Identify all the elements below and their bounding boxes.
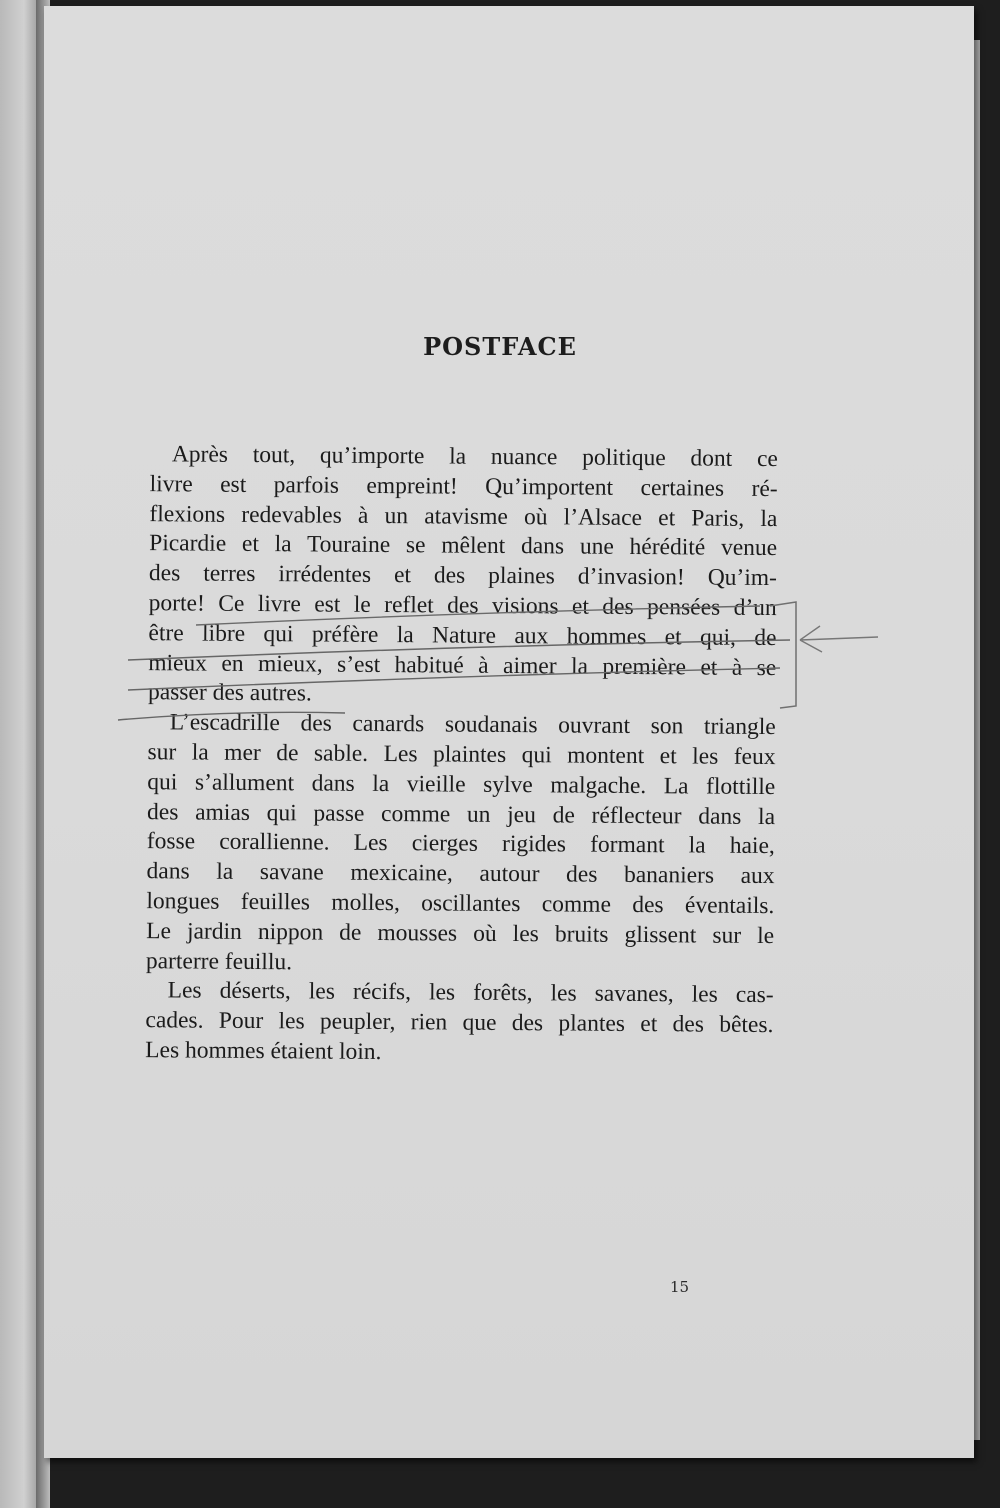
text-line: être libre qui préfère la Nature aux hommes et qui, de <box>148 619 777 651</box>
text-line: fosse corallienne. Les cierges rigides formant la haie, <box>146 828 775 860</box>
text-line: des amias qui passe comme un jeu de réflecteur dans la <box>146 798 776 830</box>
text-line: des terres irrédentes et des plaines d’invasion! Qu’im- <box>148 560 778 592</box>
text-line: mieux en mieux, s’est habitué à aimer la première et à se <box>148 649 777 681</box>
text-line: flexions redevables à un atavisme où l’Alsace et Paris, la <box>149 500 778 532</box>
text-line: L’escadrille des canards soudanais ouvrant son triangle <box>169 709 776 741</box>
text-line: livre est parfois empreint! Qu’importent certaines ré- <box>149 470 778 502</box>
text-line: passer des autres. <box>147 679 312 707</box>
text-line: dans la savane mexicaine, autour des bananiers aux <box>146 858 775 890</box>
text-line: longues feuilles molles, oscillantes comme des éventails. <box>146 888 775 920</box>
text-line: parterre feuillu. <box>145 947 293 975</box>
text-line: qui s’allument dans la vieille sylve malgache. La flottille <box>147 768 776 800</box>
body-text <box>123 440 778 1071</box>
text-line: porte! Ce livre est le reflet des visions et des pensées d’un <box>148 590 777 622</box>
paragraph-3 <box>123 976 774 1070</box>
text-line: sur la mer de sable. Les plaintes qui montent et les feux <box>147 739 776 771</box>
text-line: Après tout, qu’importe la nuance politique dont ce <box>171 441 778 473</box>
text-line: Le jardin nippon de mousses où les bruits glissent sur le <box>146 917 775 949</box>
text-line: Picardie et la Touraine se mêlent dans une hérédité venue <box>149 530 778 562</box>
text-line: Les hommes étaient loin. <box>145 1037 382 1065</box>
text-line: cades. Pour les peupler, rien que des plantes et des bêtes. <box>145 1007 774 1039</box>
page-title: POSTFACE <box>423 332 577 361</box>
text-line: Les déserts, les récifs, les forêts, les savanes, les cas- <box>167 977 774 1009</box>
paragraph-1 <box>126 440 778 713</box>
left-page-edge <box>0 0 40 1508</box>
paragraph-2 <box>124 708 776 981</box>
page-number: 15 <box>670 1278 690 1296</box>
